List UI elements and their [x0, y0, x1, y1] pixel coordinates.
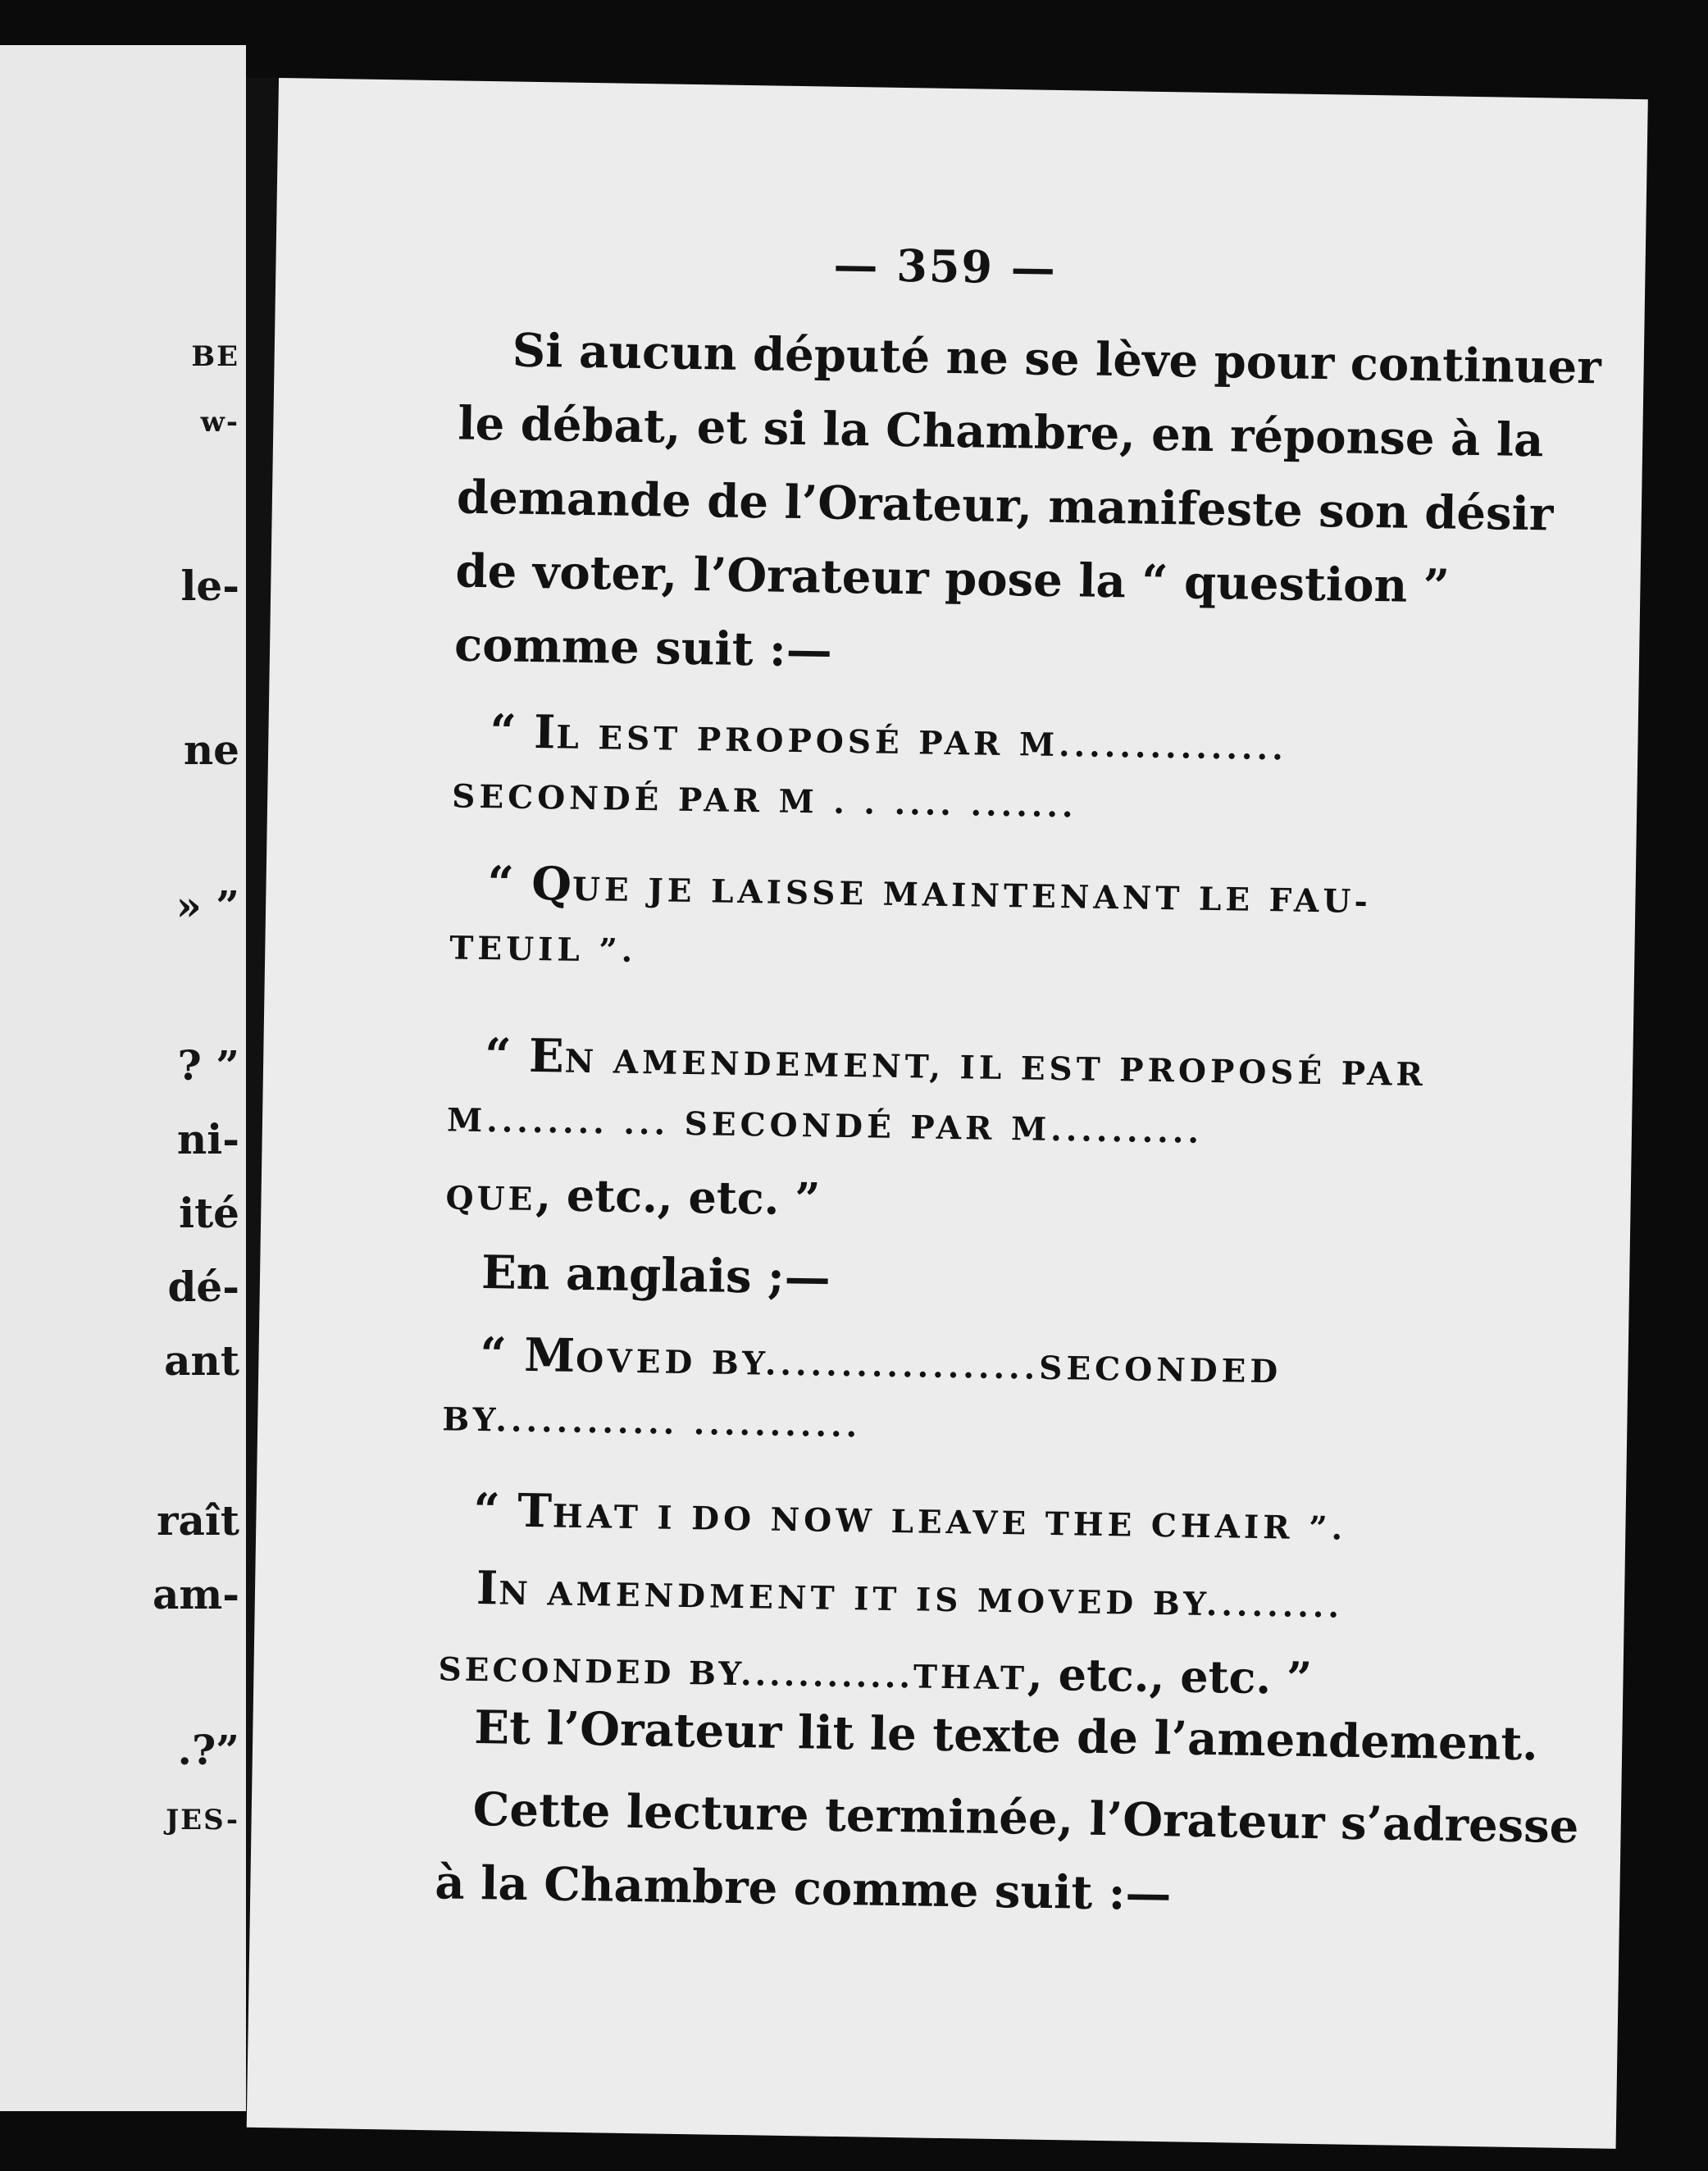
left-page-fragment: » ” [175, 881, 239, 930]
small-caps-text: SECONDED BY............THAT [438, 1650, 1028, 1698]
english-line [476, 1561, 1344, 1629]
drop-cap: “ I [489, 704, 557, 760]
proposal-text: L EST PROPOSÉ PAR M............... [555, 718, 1288, 768]
left-page [0, 45, 246, 2111]
left-page-fragment: .?” [177, 1726, 239, 1774]
paragraph-line: de voter, l’Orateur pose la “ question ” [455, 544, 1451, 614]
left-page-fragment: le- [180, 562, 239, 610]
drop-cap: “ E [484, 1028, 566, 1084]
english-text: OVED BY..................SECONDED [575, 1341, 1282, 1391]
small-caps-word: QUE [445, 1179, 536, 1219]
proposal-text: UE JE LAISSE MAINTENANT LE FAU- [572, 870, 1373, 922]
english-line [480, 1327, 1282, 1394]
proposal-line [487, 856, 1372, 924]
right-page [247, 78, 1648, 2149]
english-text: HAT I DO NOW LEAVE THE CHAIR ”. [552, 1497, 1347, 1548]
english-intro: En anglais ;— [481, 1245, 831, 1305]
left-page-fragment: ne [183, 726, 239, 774]
drop-cap: I [476, 1561, 499, 1616]
english-line [473, 1483, 1347, 1551]
amendment-line: M........ ... SECONDÉ PAR M.......... [446, 1101, 1204, 1151]
paragraph-line: Si aucun député ne se lève pour continuer [512, 323, 1602, 395]
amendment-text: N AMENDEMENT, IL EST PROPOSÉ PAR [564, 1042, 1428, 1095]
left-page-fragment: ? ” [177, 1041, 239, 1090]
paragraph-line: le débat, et si la Chambre, en réponse à la [457, 396, 1544, 468]
roman-text: , etc., etc. ” [1027, 1647, 1313, 1705]
proposal-line: TEUIL ”. [449, 929, 637, 970]
paragraph-line: demande de l’Orateur, manifeste son désir [456, 470, 1554, 542]
english-line [438, 1638, 1312, 1704]
left-page-fragment: BE [191, 340, 239, 373]
page-number: — 359 — [833, 238, 1058, 294]
left-page-fragment: ité [179, 1189, 239, 1237]
closing-line: Et l’Orateur lit le texte de l’amendement. [473, 1700, 1539, 1772]
roman-text: , etc., etc. ” [535, 1168, 821, 1226]
closing-line: à la Chambre comme suit :— [434, 1855, 1172, 1922]
left-page-fragment: raît [157, 1496, 239, 1545]
left-page-fragment: ant [164, 1336, 239, 1385]
english-text: N AMENDMENT IT IS MOVED BY......... [498, 1574, 1344, 1626]
left-page-fragment: JES- [166, 1804, 239, 1836]
amendment-line [445, 1167, 821, 1225]
amendment-line [485, 1028, 1428, 1097]
english-line: BY............ ........... [441, 1400, 862, 1445]
closing-line: Cette lecture terminée, l’Orateur s’adresse [472, 1782, 1579, 1855]
drop-cap: “ T [473, 1482, 553, 1539]
left-page-fragment: w- [200, 406, 239, 439]
proposal-line [490, 704, 1287, 771]
left-page-fragment: dé- [167, 1263, 239, 1311]
left-page-fragment: am- [152, 1570, 239, 1618]
drop-cap: “ Q [487, 856, 573, 912]
left-page-fragment: ni- [176, 1115, 239, 1163]
drop-cap: “ M [480, 1327, 576, 1383]
proposal-line: SECONDÉ PAR M . . .... ....... [451, 777, 1077, 826]
paragraph-line: comme suit :— [453, 617, 833, 678]
